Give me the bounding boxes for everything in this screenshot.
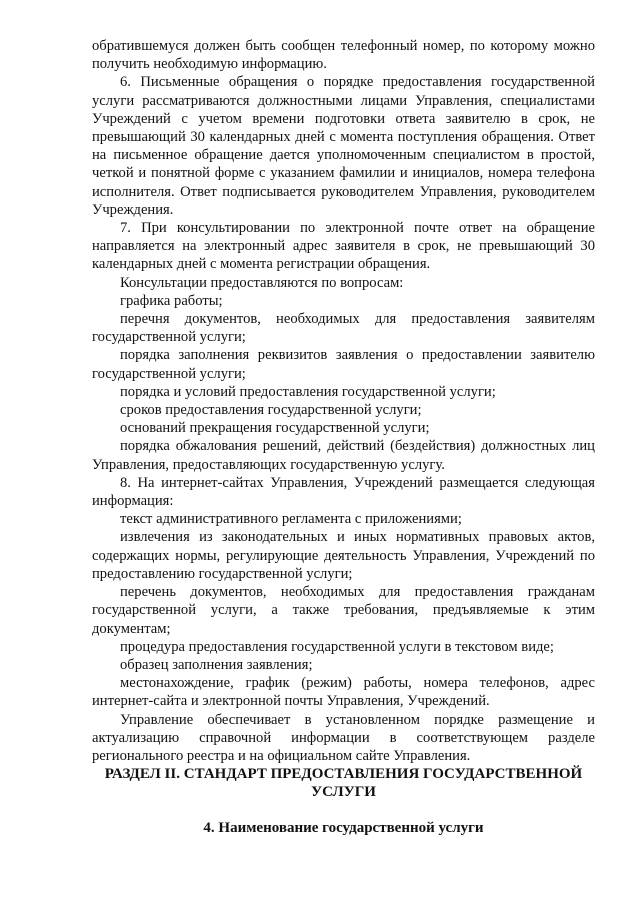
paragraph-4: Консультации предоставляются по вопросам:: [120, 274, 404, 291]
paragraph-8: 8. На интернет-сайтах Управления, Учреждений размещается следующая информация:: [92, 474, 595, 510]
paragraph-3: 7. При консультировании по электронной почте ответ на обращение направляется на электронный адрес заявителя в срок, не превышающий 30 календарных дней с момента регистрации обращения.: [92, 220, 595, 273]
list-item: графика работы;: [120, 292, 223, 309]
subsection-title: 4. Наименование государственной услуги: [203, 820, 484, 836]
list-item: перечень документов, необходимых для предоставления гражданам государственной услуги, а также требования, предъявляемые к этим документам;: [92, 584, 595, 637]
list-item: процедура предоставления государственной услуги в текстовом виде;: [120, 638, 554, 655]
paragraph-1: обратившемуся должен быть сообщен телефонный номер, по которому можно получить необходимую информацию.: [92, 38, 595, 73]
list-item: перечня документов, необходимых для предоставления заявителям государственной услуги;: [92, 311, 595, 346]
paragraph-2: 6. Письменные обращения о порядке предоставления государственной услуги рассматриваются должностными лицами Управления, специалистами Учреждений с учетом времени подготовки ответа заявителю в срок, не превышающий 30 календарных дней с момента поступления обращения. Ответ на письменное обращение дается уполномоченным специалистом в простой, четкой и понятной форме с указанием фамилии и инициалов, номера телефона исполнителя. Ответ подписывается руководителем Управления, руководителем Учреждения.: [92, 74, 595, 218]
list-item: порядка обжалования решений, действий (бездействия) должностных лиц Управления, предоставляющих государственную услугу.: [92, 438, 595, 473]
list-item: извлечения из законодательных и иных нормативных правовых актов, содержащих нормы, регулирующие деятельность Управления, Учреждений по предоставлению государственной услуги;: [92, 529, 595, 582]
document-body: [92, 37, 595, 765]
paragraph-closing: Управление обеспечивает в установленном порядке размещение и актуализацию справочной информации в соответствующем разделе регионального реестра и на официальном сайте Управления.: [92, 711, 595, 764]
list-item: порядка и условий предоставления государственной услуги;: [120, 383, 496, 400]
list-item: сроков предоставления государственной услуги;: [120, 402, 422, 419]
list-item: местонахождение, график (режим) работы, номера телефонов, адрес интернет-сайта и электронной почты Управления, Учреждений.: [92, 675, 595, 710]
list-item: оснований прекращения государственной услуги;: [120, 420, 430, 437]
list-item: текст административного регламента с приложениями;: [120, 511, 462, 528]
list-item: образец заполнения заявления;: [120, 656, 313, 673]
list-item: порядка заполнения реквизитов заявления о предоставлении заявителю государственной услуги;: [92, 347, 595, 382]
section-title: РАЗДЕЛ II. СТАНДАРТ ПРЕДОСТАВЛЕНИЯ ГОСУДАРСТВЕННОЙ УСЛУГИ: [104, 766, 583, 800]
